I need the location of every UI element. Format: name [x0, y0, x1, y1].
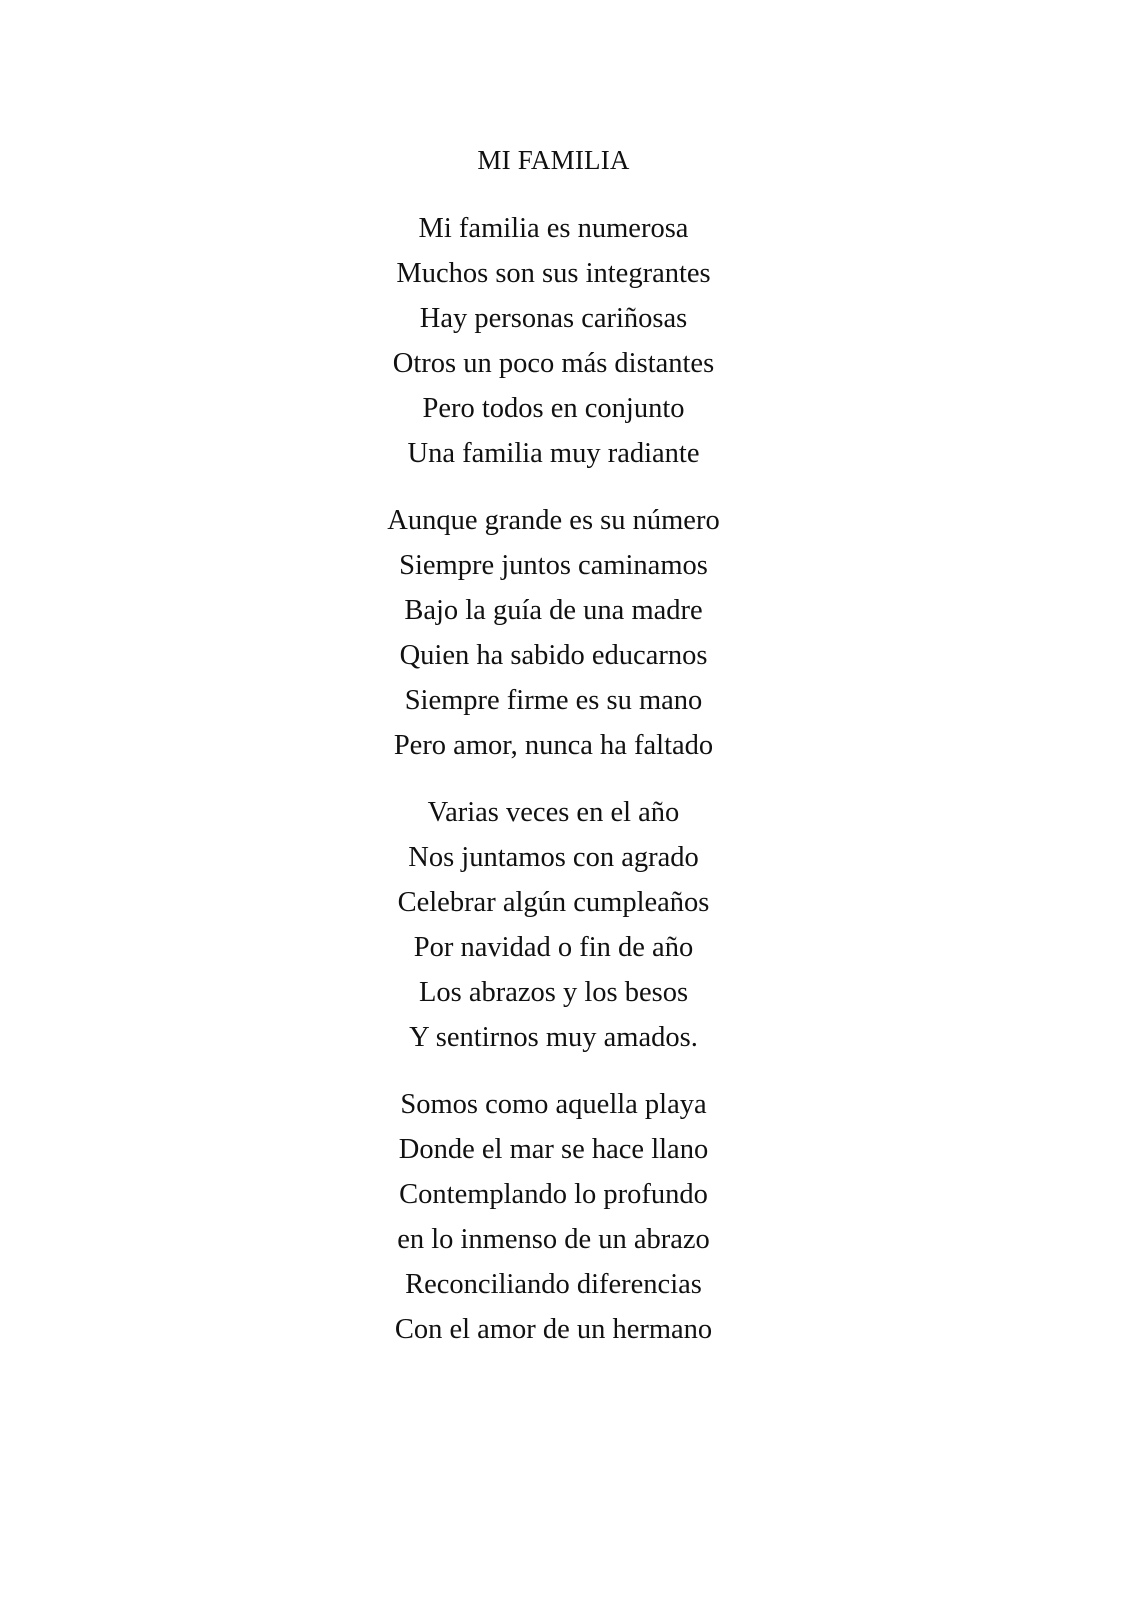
- poem-line: Con el amor de un hermano: [394, 1314, 713, 1345]
- stanza: [0, 1082, 1107, 1352]
- stanza: [0, 498, 1107, 768]
- poem-line: Por navidad o fin de año: [413, 932, 694, 963]
- poem-line: Mi familia es numerosa: [418, 213, 689, 244]
- poem-line: Otros un poco más distantes: [392, 348, 715, 379]
- poem-line: Varias veces en el año: [427, 797, 680, 828]
- poem-line: Quien ha sabido educarnos: [399, 640, 708, 671]
- poem-line: Siempre juntos caminamos: [399, 550, 708, 581]
- poem-line: Nos juntamos con agrado: [408, 842, 699, 873]
- poem-line: Aunque grande es su número: [387, 505, 720, 536]
- poem-line: Donde el mar se hace llano: [398, 1134, 709, 1165]
- poem-line: en lo inmenso de un abrazo: [397, 1224, 710, 1255]
- poem-line: Celebrar algún cumpleaños: [397, 887, 710, 918]
- stanza: [0, 206, 1107, 476]
- poem-title: MI FAMILIA: [477, 145, 630, 175]
- poem-line: Los abrazos y los besos: [418, 977, 689, 1008]
- poem-line: Contemplando lo profundo: [399, 1179, 708, 1210]
- poem-line: Siempre firme es su mano: [404, 685, 703, 716]
- poem-line: Pero todos en conjunto: [422, 393, 685, 424]
- poem-line: Pero amor, nunca ha faltado: [393, 730, 714, 761]
- poem-line: Bajo la guía de una madre: [404, 595, 703, 626]
- poem-line: Somos como aquella playa: [400, 1089, 707, 1120]
- poem-line: Una familia muy radiante: [407, 438, 700, 469]
- poem-body: [0, 206, 1107, 1352]
- poem-line: Hay personas cariñosas: [419, 303, 688, 334]
- poem-line: Muchos son sus integrantes: [396, 258, 711, 289]
- stanza: [0, 790, 1107, 1060]
- poem-line: Y sentirnos muy amados.: [409, 1022, 698, 1053]
- poem-line: Reconciliando diferencias: [405, 1269, 702, 1300]
- poem-page: [0, 140, 1107, 1374]
